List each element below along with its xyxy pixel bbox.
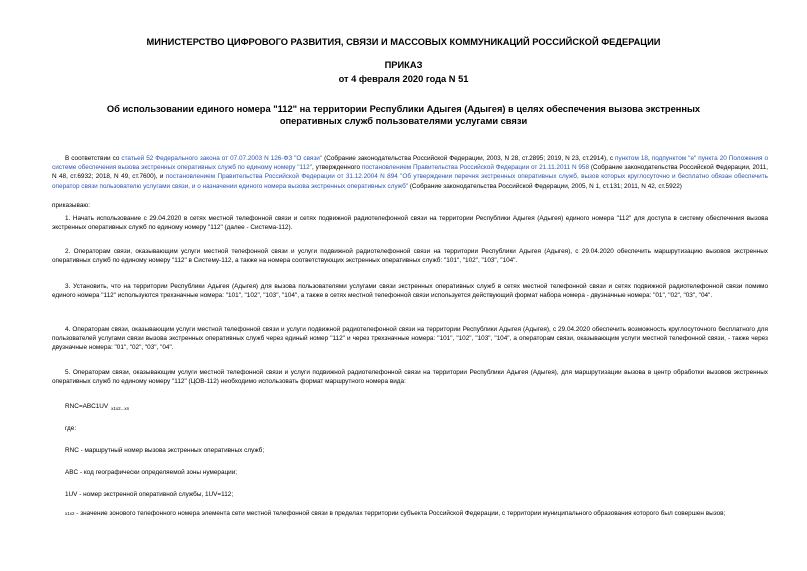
definition-x1x2: x1x2 - значение зонового телефонного номера элемента сети местной телефонной связи в пределах территории субъекта Российской Федерации, с территории муниципального образования которого был совершен вызов; — [65, 510, 726, 517]
link-clause-18[interactable]: пунктом 18 — [615, 155, 648, 162]
ministry-heading: МИНИСТЕРСТВО ЦИФРОВОГО РАЗВИТИЯ, СВЯЗИ И МАССОВЫХ КОММУНИКАЦИЙ РОССИЙСКОЙ ФЕДЕРАЦИИ — [146, 37, 661, 47]
link-resolution-958[interactable]: постановлением Правительства Российской Федерации от 21.11.2011 N 958 — [361, 164, 590, 172]
document-date-number: от 4 февраля 2020 года N 51 — [338, 74, 469, 84]
document-title: Об использовании единого номера "112" на территории Республики Адыгея (Адыгея) в целях обеспечения вызова экстренных оперативных служб пользователями услугами связи — [106, 104, 701, 126]
definition-1uv: 1UV - номер экстренной оперативной службы, 1UV=112; — [65, 491, 234, 498]
where-label: где: — [65, 425, 77, 432]
routing-number-formula: RNC=ABC1UV $_{x1x2...xn}$ — [65, 403, 130, 411]
formula-subscript: x1x2...xn — [111, 406, 130, 411]
x1x2-symbol: x1x2 — [65, 511, 75, 516]
order-item-3: 3. Установить, что на территории Республики Адыгея (Адыгея) для вызова пользователями услугами связи экстренных оперативных служб в сетях местной телефонной связи и сетях подвижной радиотелефонной связи помимо единого номера "112" используются трехзначные номера: "101", "102", "103", "104", а также в сетях местной телефонной связи используется действующий формат набора номера - двузначные номера: "01", "02", "03", "04". — [52, 283, 768, 300]
order-item-4: 4. Операторам связи, оказывающим услуги местной телефонной связи и услуги подвижной радиотелефонной связи на территории Республики Адыгея (Адыгея), с 29.04.2020 обеспечить возможность круглосуточного бесплатного для пользователей услугами связи вызова экстренных оперативных служб через единый номер "112" и через трехзначные номера: "101", "102", "103", "104", а операторам связи, оказывающим услуги местной телефонной связи, - также через двузначные номера: "01", "02", "03", "04". — [52, 326, 768, 352]
definition-abc: ABC - код географически определяемой зоны нумерации; — [65, 469, 238, 476]
order-item-5: 5. Операторам связи, оказывающим услуги местной телефонной связи и услуги подвижной радиотелефонной связи на территории Республики Адыгея (Адыгея), для маршрутизации вызова в центр обработки вызовов экстренных оперативных служб по единому номеру "112" (ЦОВ-112) необходимо использовать формат маршрутного номера вида: — [52, 369, 768, 386]
link-subclause-e-clause-20[interactable]: подпунктом "е" пункта 20 Положения о системе обеспечения вызова экстренных оперативных служб по единому номеру "112" — [52, 155, 768, 172]
order-item-2: 2. Операторам связи, оказывающим услуги местной телефонной связи и услуги подвижной радиотелефонной связи на территории Республики Адыгея (Адыгея), с 29.04.2020 обеспечить маршрутизацию вызовов экстренных оперативных служб по единому номеру "112" в Систему-112, а также на номера соответствующих экстренных оперативных служб: "101", "102", "103", "104". — [52, 248, 768, 265]
order-word: приказываю: — [52, 202, 90, 209]
definition-rnc: RNC - маршрутный номер вызова экстренных оперативных служб; — [65, 447, 265, 454]
order-item-1: 1. Начать использование с 29.04.2020 в сетях местной телефонной связи и сетях подвижной радиотелефонной связи на территории Республики Адыгея (Адыгея) единого номера "112" для доступа в систему обеспечения вызова экстренных оперативных служб по единому номеру "112" (далее - Система-112). — [52, 215, 768, 232]
link-law-126fz-art52[interactable]: статьей 52 Федерального закона от 07.07.2003 N 126-ФЗ "О связи" — [121, 155, 323, 162]
link-resolution-894[interactable]: постановлением Правительства Российской Федерации от 31.12.2004 N 894 "Об утверждении перечня экстренных оперативных служб, вызов которых круглосуточно и бесплатно обязан обеспечить оператор связи пользователю услугами связи, и о назначении единого номера вызова экстренных оперативных служб" — [52, 173, 768, 190]
preamble: В соответствии со статьей 52 Федерального закона от 07.07.2003 N 126-ФЗ "О связи" (Собрание законодательства Российской Федерации, 2003, N 28, ст.2895; 2019, N 23, ст.2914), с пунктом 18, подпунктом "е" пункта 20 Положения о системе обеспечения вызова экстренных оперативных служб по единому номеру "112", утвержденного постановлением Правительства Российской Федерации от 21.11.2011 N 958 (Собрание законодательства Российской Федерации, 2011, N 48, ст.6932; 2018, N 49, ст.7600), и постановлением Правительства Российской Федерации от 31.12.2004 N 894 "Об утверждении перечня экстренных оперативных служб, вызов которых круглосуточно и бесплатно обязан обеспечить оператор связи пользователю услугами связи, и о назначении единого номера вызова экстренных оперативных служб" (Собрание законодательства Российской Федерации, 2005, N 1, ст.131; 2011, N 42, ст.5922) — [52, 155, 769, 190]
document-type: ПРИКАЗ — [384, 60, 423, 70]
